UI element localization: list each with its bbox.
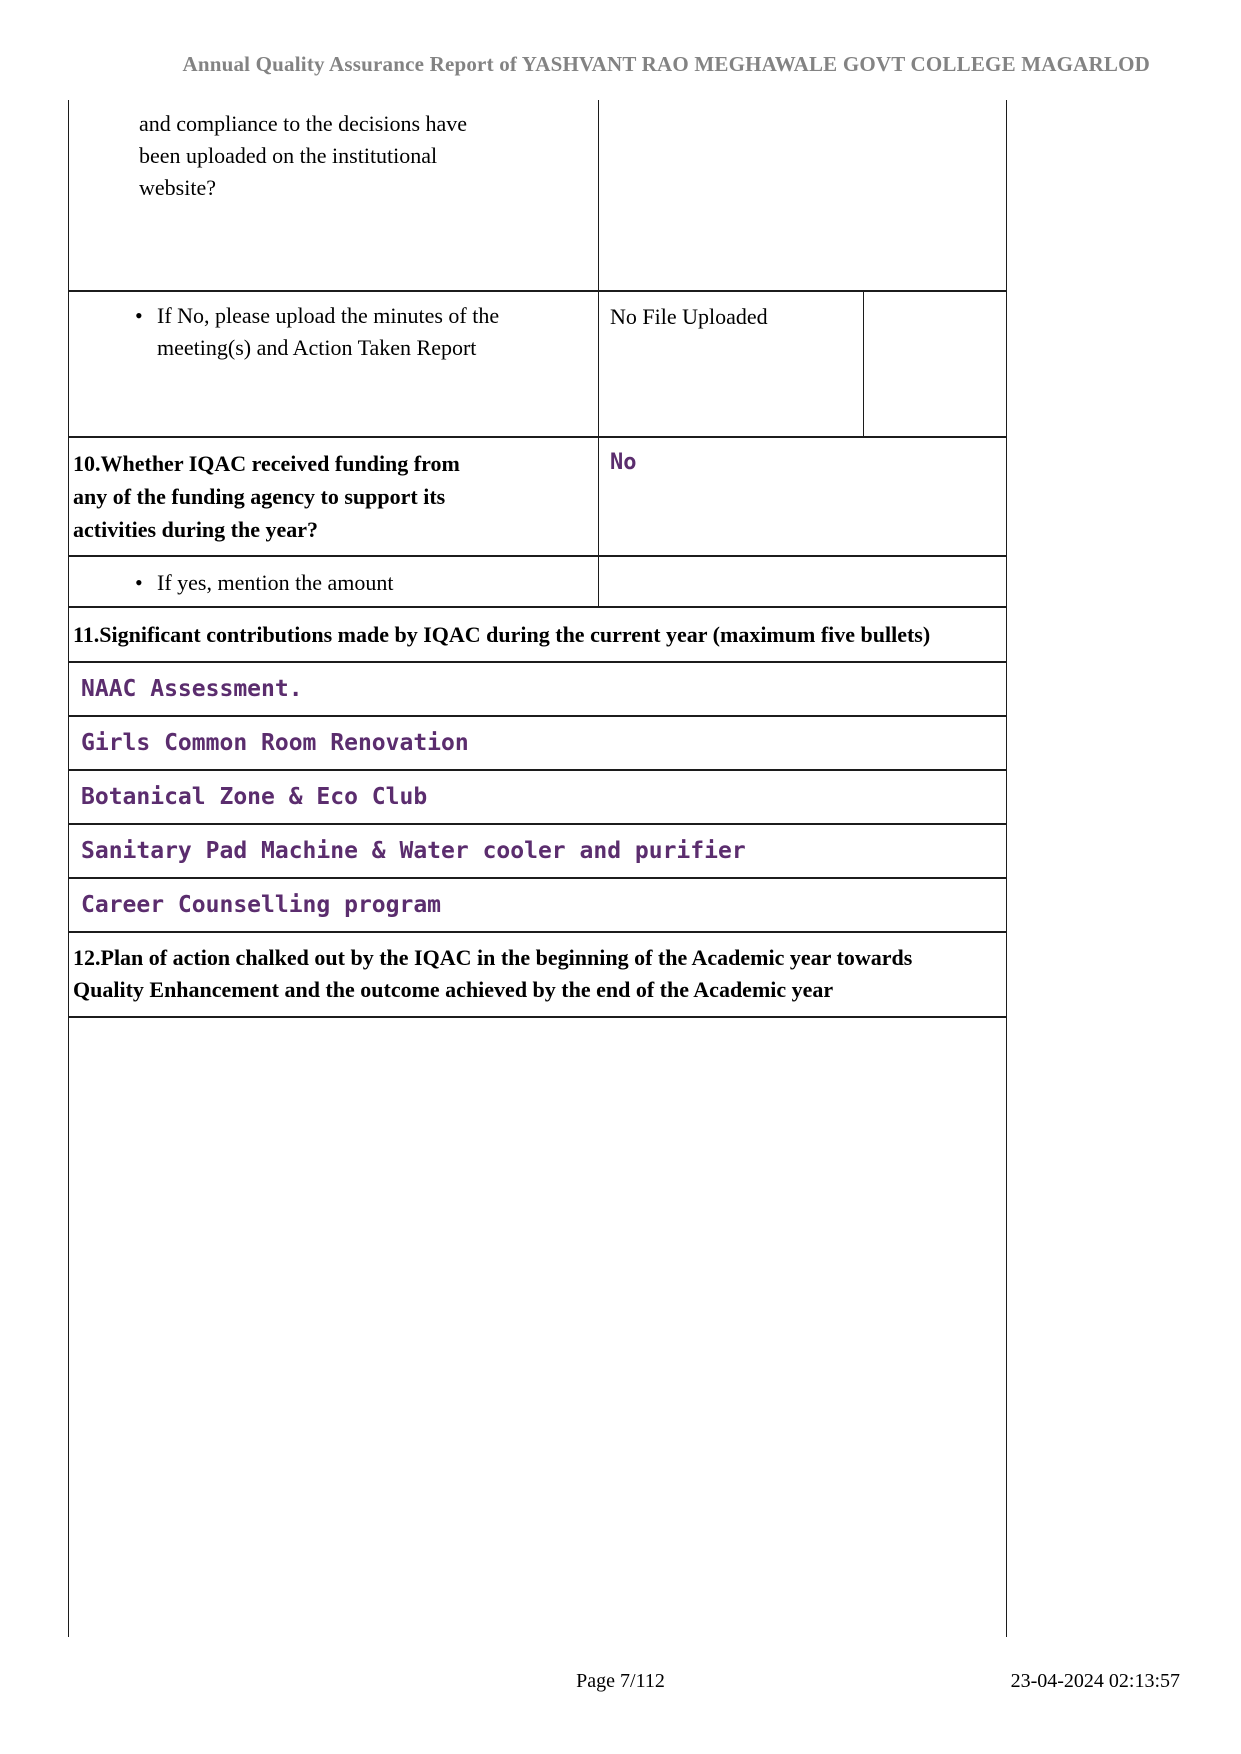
q12-heading-cell [69, 933, 1006, 1016]
table-row-q12-answer-empty [68, 1018, 1007, 1637]
upload-extra-cell [864, 292, 1006, 436]
table-row-contribution [68, 825, 1007, 879]
table-row-upload-minutes [68, 292, 1007, 438]
upload-question-cell [69, 292, 599, 436]
q12-answer-cell [69, 1018, 1006, 1637]
table-row-q12-heading [68, 933, 1007, 1018]
q10-question-line: any of the funding agency to support its [73, 484, 446, 509]
report-header-title: Annual Quality Assurance Report of YASHVANT RAO MEGHAWALE GOVT COLLEGE MAGARLOD [182, 52, 1150, 76]
amount-question-text: If yes, mention the amount [157, 570, 394, 595]
amount-question-cell [69, 557, 599, 606]
footer-timestamp: 23-04-2024 02:13:57 [1010, 1670, 1180, 1692]
contribution-item: Career Counselling program [81, 892, 442, 918]
contribution-item: Girls Common Room Renovation [81, 730, 469, 756]
q10-answer-cell: No [610, 450, 637, 475]
q12-heading-line: 12.Plan of action chalked out by the IQAC in the beginning of the Academic year towards [73, 945, 913, 970]
bullet-icon: • [135, 303, 143, 328]
amount-answer-cell [599, 557, 1006, 606]
table-row-contribution [68, 879, 1007, 933]
upload-question-text: If No, please upload the minutes of the [157, 303, 500, 328]
contribution-item: NAAC Assessment. [81, 676, 303, 702]
table-row-q11-heading [68, 608, 1007, 663]
table-row-q10-funding [68, 438, 1007, 557]
q10-question-cell [69, 438, 599, 555]
q12-heading-line: Quality Enhancement and the outcome achieved by the end of the Academic year [73, 977, 834, 1002]
compliance-question-line: website? [139, 175, 216, 200]
bullet-icon: • [135, 570, 143, 595]
aqar-table [68, 100, 1007, 1637]
compliance-answer-cell [599, 100, 1006, 290]
q10-question-line: 10.Whether IQAC received funding from [73, 451, 460, 476]
compliance-question-line: and compliance to the decisions have [139, 111, 468, 136]
upload-question-line: meeting(s) and Action Taken Report [157, 335, 477, 360]
page-number: Page 7/112 [576, 1670, 665, 1692]
compliance-question-line: been uploaded on the institutional [139, 143, 438, 168]
q11-heading-text: 11.Significant contributions made by IQAC during the current year (maximum five bullets) [73, 621, 931, 647]
table-row-contribution [68, 771, 1007, 825]
contribution-item: Botanical Zone & Eco Club [81, 784, 428, 810]
compliance-question-cell [69, 100, 599, 290]
table-row-amount [68, 557, 1007, 608]
table-row-compliance [68, 100, 1007, 292]
upload-question-line [69, 300, 598, 332]
table-row-contribution [68, 717, 1007, 771]
q10-question-line: activities during the year? [73, 517, 319, 542]
table-row-contribution [68, 663, 1007, 717]
amount-question-line [69, 557, 598, 599]
contribution-item: Sanitary Pad Machine & Water cooler and purifier [81, 838, 746, 864]
upload-answer-cell: No File Uploaded [599, 292, 864, 436]
